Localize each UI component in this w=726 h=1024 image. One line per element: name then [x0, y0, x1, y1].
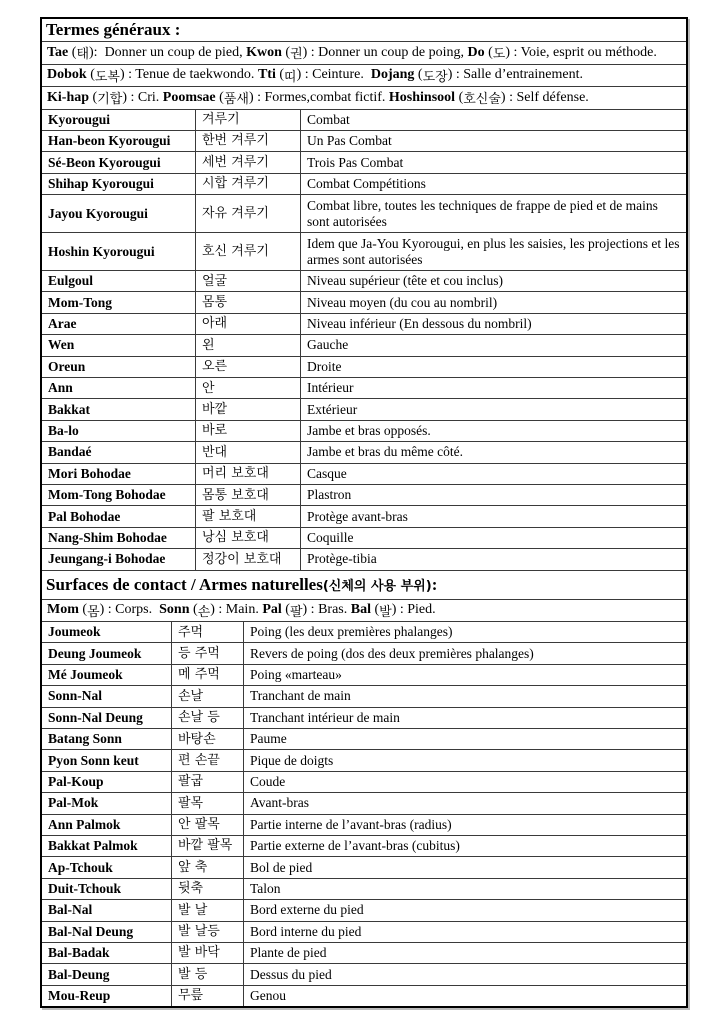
korean-text: 발 — [379, 604, 392, 620]
korean-cell: 반대 — [195, 442, 301, 462]
korean-cell: 뒷축 — [171, 879, 244, 899]
table-row — [42, 292, 686, 313]
document-page-frame — [40, 17, 688, 1008]
table-row — [42, 335, 686, 356]
korean-cell: 무릎 — [171, 986, 244, 1006]
term-cell: Hoshin Kyorougui — [48, 243, 155, 259]
table-row — [42, 729, 686, 750]
text-segment: Ki-hap — [47, 89, 90, 105]
text-segment: ( — [89, 89, 98, 105]
text-segment: ( — [275, 67, 284, 83]
french-cell: Jambe et bras du même côté. — [307, 444, 463, 460]
korean-cell: 팔굽 — [171, 772, 244, 792]
korean-text: (신체의 사용 부위) — [322, 579, 432, 595]
table-row — [42, 314, 686, 335]
korean-cell: 바깥 팔목 — [171, 836, 244, 856]
text-segment: Pal — [262, 602, 282, 618]
text-segment: ) : Voie, esprit ou méthode. — [505, 44, 657, 60]
term-cell: Pal Bohodae — [48, 508, 121, 524]
french-cell: Trois Pas Combat — [307, 154, 404, 170]
table-row — [42, 900, 686, 921]
table-row — [42, 857, 686, 878]
term-cell: Mom-Tong — [48, 294, 113, 310]
text-segment: ( — [281, 44, 291, 60]
term-cell: Oreun — [48, 358, 86, 374]
french-cell: Niveau inférieur (En dessous du nombril) — [307, 316, 532, 332]
term-cell: Mori Bohodae — [48, 465, 131, 481]
contact-surfaces-table — [42, 622, 686, 1007]
table-row — [42, 879, 686, 900]
french-cell: Protège-tibia — [307, 551, 377, 567]
french-cell: Combat — [307, 111, 350, 127]
french-cell: Combat Compétitions — [307, 175, 426, 191]
french-cell: Niveau moyen (du cou au nombril) — [307, 294, 498, 310]
text-segment: ( — [455, 89, 464, 105]
term-cell: Han-beon Kyorougui — [48, 133, 171, 149]
korean-cell: 편 손끝 — [171, 750, 244, 770]
term-cell: Pal-Koup — [48, 774, 104, 789]
korean-text: 도 — [492, 47, 506, 63]
term-cell: Duit-Tchouk — [48, 880, 122, 896]
french-cell: Tranchant de main — [250, 688, 351, 704]
table-row — [42, 686, 686, 707]
text-segment: Hoshinsool — [388, 89, 456, 105]
term-cell: Bakkat Palmok — [48, 838, 138, 854]
section-title-general-terms — [42, 19, 686, 42]
french-cell: Paume — [250, 731, 287, 747]
term-cell: Nang-Shim Bohodae — [48, 529, 167, 545]
table-row — [42, 233, 686, 271]
text-segment: ) : Pied. — [391, 602, 436, 618]
text-segment: ) : Bras. — [302, 602, 351, 618]
korean-cell: 호신 겨루기 — [195, 233, 301, 270]
table-row — [42, 665, 686, 686]
french-cell: Poing «marteau» — [250, 667, 342, 683]
french-cell: Coquille — [307, 529, 354, 545]
term-cell: Eulgoul — [48, 273, 94, 289]
text-segment: ( — [68, 44, 77, 60]
table-row — [42, 485, 686, 506]
term-cell: Wen — [48, 337, 75, 353]
korean-cell: 팔목 — [171, 793, 244, 813]
korean-cell: 몸통 보호대 — [195, 485, 301, 505]
table-row — [42, 943, 686, 964]
table-row — [42, 772, 686, 793]
text-segment: ) : Main. — [210, 602, 263, 618]
definition-line-kihap-poomsae-hoshinsool — [42, 87, 686, 110]
text-segment: ( — [78, 602, 88, 618]
korean-cell: 세번 겨루기 — [195, 152, 301, 172]
french-cell: Partie interne de l’avant-bras (radius) — [250, 816, 452, 832]
term-cell: Bal-Nal — [48, 902, 93, 918]
korean-text: 권 — [290, 47, 303, 63]
korean-cell: 안 팔목 — [171, 815, 244, 835]
table-row — [42, 815, 686, 836]
definition-line-dobok-tti-dojang — [42, 65, 686, 88]
korean-cell: 앞 축 — [171, 857, 244, 877]
korean-text: 팔 — [289, 604, 303, 620]
table-row — [42, 506, 686, 527]
korean-cell: 몸통 — [195, 292, 301, 312]
french-cell: Partie externe de l’avant-bras (cubitus) — [250, 838, 460, 854]
text-segment: ( — [281, 602, 290, 618]
french-cell: Un Pas Combat — [307, 133, 392, 149]
french-cell: Combat libre, toutes les techniques de frappe de pied et de mains sont autorisées — [307, 197, 658, 229]
french-cell: Niveau supérieur (tête et cou inclus) — [307, 273, 504, 289]
term-cell: Sé-Beon Kyorougui — [48, 154, 161, 170]
text-segment: Tae — [47, 44, 69, 60]
text-segment: Surfaces de contact / Armes naturelles — [46, 574, 323, 594]
french-cell: Extérieur — [307, 401, 358, 417]
term-cell: Mé Joumeok — [48, 667, 123, 683]
korean-cell: 팔 보호대 — [195, 506, 301, 526]
table-row — [42, 399, 686, 420]
korean-text: 기합 — [97, 92, 123, 108]
table-row — [42, 152, 686, 173]
french-cell: Idem que Ja-You Kyorougui, en plus les saisies, les projections et les armes sont autorisées — [307, 235, 680, 267]
french-cell: Bol de pied — [250, 859, 313, 875]
text-segment: Sonn — [159, 602, 190, 618]
text-segment: ) : Self défense. — [500, 89, 589, 105]
korean-cell: 등 주먹 — [171, 643, 244, 663]
table-row — [42, 528, 686, 549]
french-cell: Droite — [307, 358, 342, 374]
term-cell: Bal-Badak — [48, 945, 110, 961]
korean-cell: 머리 보호대 — [195, 464, 301, 484]
text-segment: Tti — [257, 67, 276, 83]
text-segment: ) : Cri. — [122, 89, 163, 105]
text-segment: ) : Salle d’entrainement. — [447, 67, 583, 83]
korean-text: 몸 — [87, 604, 100, 620]
korean-cell: 발 바닥 — [171, 943, 244, 963]
term-cell: Kyorougui — [48, 111, 111, 127]
korean-cell: 겨루기 — [195, 110, 301, 130]
text-segment: Do — [467, 44, 485, 60]
korean-cell: 아래 — [195, 314, 301, 334]
table-row — [42, 131, 686, 152]
korean-cell: 자유 겨루기 — [195, 195, 301, 232]
term-cell: Ann — [48, 380, 73, 396]
term-cell: Ba-lo — [48, 423, 79, 439]
term-cell: Bakkat — [48, 401, 91, 417]
text-segment: ( — [414, 67, 423, 83]
text-segment: ) : Tenue de taekwondo. — [119, 67, 258, 83]
term-cell: Pal-Mok — [48, 795, 99, 811]
text-segment: ( — [215, 89, 224, 105]
table-row — [42, 271, 686, 292]
text-segment: ) : Ceinture. — [296, 67, 371, 83]
table-row — [42, 922, 686, 943]
korean-cell: 손날 등 — [171, 708, 244, 728]
term-cell: Shihap Kyorougui — [48, 175, 154, 191]
text-segment: Dojang — [370, 67, 415, 83]
korean-cell: 얼굴 — [195, 271, 301, 291]
text-segment: ( — [484, 44, 493, 60]
term-cell: Mom-Tong Bohodae — [48, 487, 166, 503]
text-segment: Mom — [47, 602, 79, 618]
table-row — [42, 836, 686, 857]
french-cell: Talon — [250, 880, 281, 896]
korean-cell: 손날 — [171, 686, 244, 706]
term-cell: Bal-Deung — [48, 966, 110, 982]
korean-text: 호신술 — [463, 92, 501, 108]
term-cell: Sonn-Nal Deung — [48, 709, 143, 725]
term-cell: Jayou Kyorougui — [48, 205, 148, 221]
french-cell: Plastron — [307, 487, 352, 503]
text-segment: Bal — [350, 602, 371, 618]
text-segment: Dobok — [47, 67, 87, 83]
korean-cell: 왼 — [195, 335, 301, 355]
korean-cell: 오른 — [195, 357, 301, 377]
table-row — [42, 643, 686, 664]
table-row — [42, 378, 686, 399]
table-row — [42, 195, 686, 233]
korean-text: 도장 — [422, 69, 448, 85]
text-segment: ( — [86, 67, 95, 83]
general-terms-table — [42, 110, 686, 571]
term-cell: Bal-Nal Deung — [48, 923, 134, 939]
french-cell: Avant-bras — [250, 795, 309, 811]
table-row — [42, 357, 686, 378]
french-cell: Jambe et bras opposés. — [307, 423, 431, 439]
term-cell: Ann Palmok — [48, 816, 121, 832]
text-segment: ( — [370, 602, 380, 618]
contact-surfaces-definition-lines — [42, 600, 686, 623]
table-row — [42, 464, 686, 485]
french-cell: Revers de poing (dos des deux premières phalanges) — [250, 645, 534, 661]
text-segment: ): Donner un coup de pied, — [89, 44, 247, 60]
korean-cell: 안 — [195, 378, 301, 398]
table-row — [42, 110, 686, 131]
table-row — [42, 442, 686, 463]
table-row — [42, 964, 686, 985]
french-cell: Plante de pied — [250, 945, 327, 961]
definition-line-tae-kwon-do — [42, 42, 686, 65]
korean-text: 도복 — [94, 69, 120, 85]
term-cell: Mou-Reup — [48, 987, 111, 1003]
definition-line-mom-sonn-pal-bal — [42, 600, 686, 623]
text-segment: Poomsae — [162, 89, 216, 105]
text-segment: : — [431, 574, 438, 594]
french-cell: Poing (les deux premières phalanges) — [250, 624, 453, 640]
french-cell: Intérieur — [307, 380, 354, 396]
korean-text: 손 — [197, 604, 211, 620]
korean-cell: 바탕손 — [171, 729, 244, 749]
french-cell: Dessus du pied — [250, 966, 332, 982]
french-cell: Tranchant intérieur de main — [250, 709, 400, 725]
french-cell: Pique de doigts — [250, 752, 334, 768]
table-row — [42, 549, 686, 570]
korean-cell: 낭심 보호대 — [195, 528, 301, 548]
korean-cell: 바깥 — [195, 399, 301, 419]
table-row — [42, 622, 686, 643]
section-title-general-terms-text: Termes généraux : — [46, 20, 181, 39]
term-cell: Bandaé — [48, 444, 92, 460]
french-cell: Genou — [250, 987, 286, 1003]
term-cell: Jeungang-i Bohodae — [48, 551, 166, 567]
term-cell: Arae — [48, 316, 77, 332]
korean-cell: 메 주먹 — [171, 665, 244, 685]
text-segment: ) : Donner un coup de poing, — [302, 44, 468, 60]
korean-cell: 발 날등 — [171, 922, 244, 942]
term-cell: Deung Joumeok — [48, 645, 142, 661]
french-cell: Bord interne du pied — [250, 923, 362, 939]
section-title-contact-surfaces — [42, 571, 686, 600]
korean-cell: 발 날 — [171, 900, 244, 920]
korean-text: 품새 — [223, 92, 249, 108]
general-terms-definition-lines — [42, 42, 686, 110]
french-cell: Coude — [250, 774, 286, 789]
term-cell: Pyon Sonn keut — [48, 752, 139, 768]
term-cell: Ap-Tchouk — [48, 859, 113, 875]
table-row — [42, 750, 686, 771]
korean-cell: 한번 겨루기 — [195, 131, 301, 151]
korean-cell: 시합 겨루기 — [195, 174, 301, 194]
table-row — [42, 174, 686, 195]
table-row — [42, 708, 686, 729]
french-cell: Gauche — [307, 337, 349, 353]
french-cell: Bord externe du pied — [250, 902, 364, 918]
korean-cell: 바로 — [195, 421, 301, 441]
term-cell: Joumeok — [48, 624, 101, 640]
text-segment: ( — [189, 602, 198, 618]
table-row — [42, 986, 686, 1007]
korean-text: 띠 — [284, 69, 297, 85]
french-cell: Casque — [307, 465, 347, 481]
text-segment: ) : Corps. — [99, 602, 160, 618]
korean-cell: 주먹 — [171, 622, 244, 642]
term-cell: Batang Sonn — [48, 731, 122, 747]
korean-cell: 발 등 — [171, 964, 244, 984]
term-cell: Sonn-Nal — [48, 688, 103, 704]
text-segment: Kwon — [246, 44, 282, 60]
french-cell: Protège avant-bras — [307, 508, 408, 524]
korean-text: 태 — [76, 47, 90, 63]
table-row — [42, 421, 686, 442]
table-row — [42, 793, 686, 814]
korean-cell: 정강이 보호대 — [195, 549, 301, 569]
text-segment: ) : Formes,combat fictif. — [248, 89, 389, 105]
